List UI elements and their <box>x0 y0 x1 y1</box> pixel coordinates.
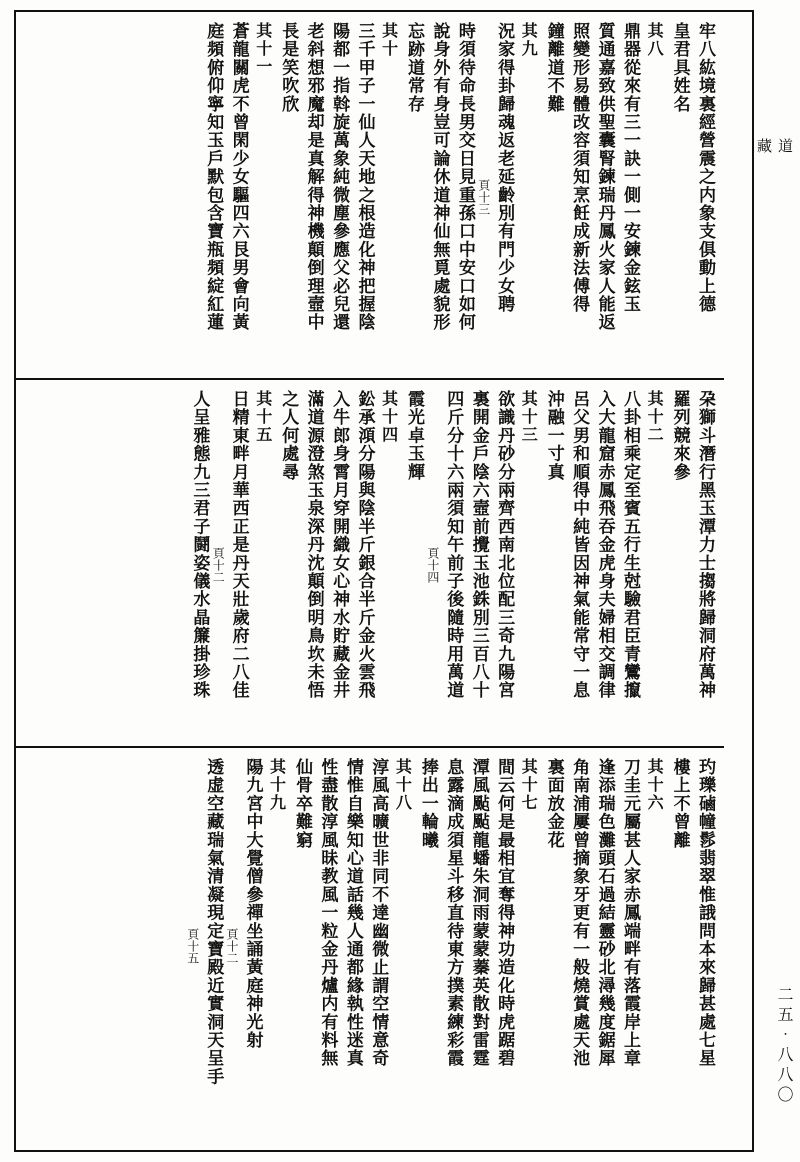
text-column: 日精東畔月華西正是丹天壯歲府二八佳 <box>228 390 249 700</box>
text-column: 其十八 <box>393 758 413 812</box>
text-column: 霞光卓玉輝 <box>404 390 425 481</box>
text-column: 八卦相乘定至賓五行生尅驗君臣青鸞攛 <box>620 390 641 700</box>
text-column: 長是笑吹欣 <box>278 22 299 113</box>
text-column: 之人何處尋 <box>278 390 299 481</box>
text-column: 裏開金戶陰六壼前攪玉池銖別三百八十 <box>468 390 489 700</box>
text-column: 皇君具姓名 <box>669 22 690 113</box>
text-column: 間云何是最相宜奪得神功造化時虎踞碧 <box>494 758 515 1068</box>
interlinear-annotation: 頁十五 <box>185 928 200 964</box>
column-group-3 <box>177 748 724 1140</box>
text-register-2 <box>16 380 724 748</box>
text-column: 入大龍窟赤鳳飛吞金虎身夫婦相交調律 <box>594 390 615 700</box>
interlinear-annotation: 頁十二 <box>211 547 226 583</box>
text-column: 入牛郎身霄月穿開織女心神水貯藏金井 <box>329 390 350 700</box>
text-column: 忘跡道常存 <box>404 22 425 113</box>
text-column: 牢八紘境裏經營震之内象支俱動上德 <box>695 22 715 314</box>
text-column: 性盡散淳風昧教風一粒金丹爐内有料無 <box>317 758 338 1068</box>
text-column: 沖融一寸真 <box>543 390 564 481</box>
interlinear-annotation: 頁十三 <box>476 179 491 215</box>
text-column: 鐘離道不難 <box>543 22 564 113</box>
text-column: 蒼龍關虎不曾閑少女驅四六艮男會向黃 <box>228 22 249 332</box>
text-column: 四斤分十六兩須知午前子後隨時用萬道 <box>443 390 464 700</box>
text-column: 呂父男和順得中純皆因神氣能常守一息 <box>569 390 590 700</box>
text-column: 陽九宮中大覺僧參禪坐誦黃庭神光射 <box>242 758 263 1050</box>
text-register-1 <box>16 12 724 380</box>
text-column: 照變形易體改容須知烹飪成新法傅得 <box>569 22 590 314</box>
text-column: 捧出一輪曦 <box>417 758 438 849</box>
text-column: 其十九 <box>267 758 287 812</box>
column-group-2 <box>177 380 724 746</box>
text-column: 況家得卦歸魂返老延齡別有門少女聘 <box>494 22 515 314</box>
text-column: 其十六 <box>645 758 665 812</box>
text-column: 角南浦屢曾摘象牙更有一般燒賞處天池 <box>569 758 590 1068</box>
text-column: 玓瓅磠幢髿翡翠惟誐問本來歸甚處七星 <box>695 758 715 1068</box>
text-column: 三千甲子一仙人天地之根造化神把握陰 <box>354 22 375 332</box>
text-column: 朶獅斗潛行黑玉潭力士搊將歸洞府萬神 <box>695 390 715 700</box>
text-column: 鼎器從來有三一訣一側一安鍊金鉉玉 <box>620 22 641 314</box>
text-column: 其八 <box>645 22 665 58</box>
text-column: 庭頻俯仰寧知玉戶默包含寶瓶頻綻紅蓮 <box>203 22 224 332</box>
text-column: 其十 <box>379 22 399 58</box>
text-column: 逢添瑞色灘頭石過結靈砂北潯幾度鋸犀 <box>594 758 615 1068</box>
text-column: 滿道源澄煞玉泉深丹沈顛倒明鳥坎未悟 <box>303 390 324 700</box>
right-margin <box>750 10 796 1152</box>
text-column: 說身外有身豈可論休道神仙無覓處貌形 <box>429 22 450 332</box>
text-register-3 <box>16 748 724 1140</box>
column-group-1 <box>191 12 724 378</box>
text-column: 透虚空藏瑞氣清凝現定寶殿近實洞天呈手 <box>203 758 224 1086</box>
text-column: 潭風颭颭龍蟠朱洞雨蒙蒙蓁英散對雷霆 <box>468 758 489 1068</box>
text-column: 時須待命長男交日見重孫口中安口如何 <box>454 22 475 332</box>
text-column: 樓上不曾離 <box>669 758 690 849</box>
interlinear-annotation: 頁十二 <box>225 928 239 964</box>
text-column: 欲識丹砂分兩齊西南北位配三奇九陽宮 <box>494 390 515 700</box>
text-column: 其九 <box>519 22 539 58</box>
text-column: 其十二 <box>645 390 665 444</box>
text-column: 裏面放金花 <box>543 758 564 849</box>
page-number: 二五‧八八〇 <box>775 986 794 1106</box>
interlinear-annotation: 頁十四 <box>425 547 440 583</box>
text-column: 其十一 <box>253 22 273 76</box>
text-column: 情惟自樂知心道話幾人通都緣執性迷真 <box>342 758 363 1068</box>
text-column: 刀圭元屬甚人家赤鳳端畔有落霞岸上章 <box>620 758 641 1068</box>
text-column: 人呈雅態九三君子鬪姿儀水晶簾掛珍珠 <box>189 390 210 700</box>
text-column: 陽都一指斡旋萬象純微塵參應父必兒還 <box>329 22 350 332</box>
text-column: 仙骨卒難窮 <box>291 758 312 849</box>
text-column: 其十三 <box>519 390 539 444</box>
text-column: 淳風高曠世非同不達幽微止謂空情意奇 <box>368 758 389 1068</box>
collection-label-line1: 道 <box>776 137 794 175</box>
text-column: 其十七 <box>519 758 539 812</box>
text-column: 鈆承澒分陽與陰半斤銀合半斤金火雲飛 <box>354 390 375 700</box>
collection-label-line2: 藏 <box>755 137 773 175</box>
collection-label <box>750 96 796 216</box>
text-column: 其十五 <box>253 390 273 444</box>
text-column: 質通嘉致供聖囊腎鍊瑞丹鳳火家人能返 <box>594 22 615 332</box>
text-column: 羅列競來參 <box>669 390 690 481</box>
text-column: 老斜想邪魔却是真解得神機顛倒理壼中 <box>303 22 324 332</box>
text-column: 息露滴成須星斗移直待東方撲素練彩霞 <box>443 758 464 1068</box>
text-column: 其十四 <box>379 390 399 444</box>
